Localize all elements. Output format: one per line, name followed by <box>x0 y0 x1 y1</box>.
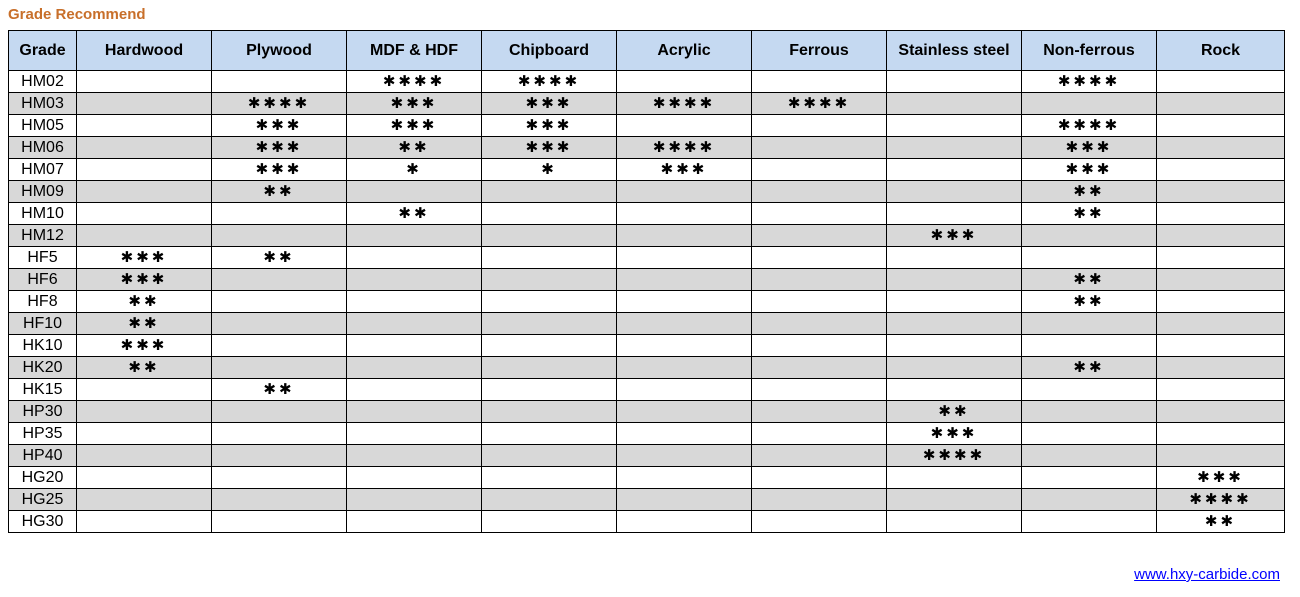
rating-cell-plywood <box>212 423 347 445</box>
rating-cell-non-ferrous: ✱✱✱✱ <box>1022 71 1157 93</box>
rating-cell-chipboard <box>482 269 617 291</box>
rating-cell-hardwood <box>77 467 212 489</box>
rating-cell-hardwood <box>77 93 212 115</box>
rating-cell-mdf-hdf: ✱✱✱ <box>347 115 482 137</box>
rating-cell-non-ferrous: ✱✱✱✱ <box>1022 115 1157 137</box>
grade-cell: HF10 <box>9 313 77 335</box>
rating-cell-stainless-steel <box>887 269 1022 291</box>
grade-cell: HG30 <box>9 511 77 533</box>
rating-cell-non-ferrous: ✱✱✱ <box>1022 137 1157 159</box>
grade-cell: HF8 <box>9 291 77 313</box>
rating-cell-non-ferrous <box>1022 379 1157 401</box>
page-title: Grade Recommend <box>8 6 146 23</box>
rating-cell-mdf-hdf <box>347 225 482 247</box>
rating-cell-stainless-steel <box>887 379 1022 401</box>
rating-cell-plywood: ✱✱ <box>212 379 347 401</box>
rating-cell-ferrous <box>752 401 887 423</box>
rating-cell-mdf-hdf <box>347 313 482 335</box>
rating-cell-non-ferrous: ✱✱ <box>1022 181 1157 203</box>
rating-cell-acrylic <box>617 357 752 379</box>
rating-cell-ferrous <box>752 71 887 93</box>
column-header-non-ferrous: Non-ferrous <box>1022 31 1157 71</box>
rating-cell-rock <box>1157 291 1285 313</box>
table-row <box>9 379 1285 401</box>
rating-cell-mdf-hdf: ✱✱ <box>347 203 482 225</box>
rating-cell-rock <box>1157 115 1285 137</box>
rating-cell-hardwood: ✱✱✱ <box>77 269 212 291</box>
rating-cell-non-ferrous <box>1022 225 1157 247</box>
rating-cell-stainless-steel <box>887 93 1022 115</box>
rating-cell-chipboard: ✱✱✱ <box>482 93 617 115</box>
rating-cell-chipboard <box>482 335 617 357</box>
rating-cell-rock: ✱✱✱ <box>1157 467 1285 489</box>
rating-cell-acrylic <box>617 313 752 335</box>
rating-cell-ferrous <box>752 489 887 511</box>
column-header-hardwood: Hardwood <box>77 31 212 71</box>
rating-cell-mdf-hdf <box>347 423 482 445</box>
table-row <box>9 467 1285 489</box>
column-header-rock: Rock <box>1157 31 1285 71</box>
rating-cell-ferrous <box>752 313 887 335</box>
rating-cell-acrylic <box>617 291 752 313</box>
rating-cell-non-ferrous: ✱✱ <box>1022 357 1157 379</box>
rating-cell-chipboard <box>482 445 617 467</box>
rating-cell-rock <box>1157 401 1285 423</box>
rating-cell-stainless-steel <box>887 511 1022 533</box>
rating-cell-plywood: ✱✱✱ <box>212 115 347 137</box>
rating-cell-non-ferrous <box>1022 423 1157 445</box>
table-row <box>9 181 1285 203</box>
rating-cell-ferrous <box>752 115 887 137</box>
rating-cell-ferrous <box>752 137 887 159</box>
rating-cell-ferrous <box>752 269 887 291</box>
rating-cell-stainless-steel <box>887 291 1022 313</box>
rating-cell-plywood <box>212 357 347 379</box>
table-row <box>9 489 1285 511</box>
rating-cell-plywood <box>212 225 347 247</box>
rating-cell-rock <box>1157 269 1285 291</box>
grade-cell: HM07 <box>9 159 77 181</box>
rating-cell-stainless-steel: ✱✱ <box>887 401 1022 423</box>
rating-cell-acrylic <box>617 335 752 357</box>
rating-cell-stainless-steel <box>887 357 1022 379</box>
rating-cell-rock <box>1157 203 1285 225</box>
rating-cell-acrylic <box>617 203 752 225</box>
rating-cell-stainless-steel <box>887 467 1022 489</box>
rating-cell-mdf-hdf: ✱✱✱ <box>347 93 482 115</box>
rating-cell-mdf-hdf <box>347 181 482 203</box>
rating-cell-rock <box>1157 71 1285 93</box>
rating-cell-stainless-steel <box>887 203 1022 225</box>
rating-cell-hardwood: ✱✱✱ <box>77 247 212 269</box>
rating-cell-plywood: ✱✱ <box>212 181 347 203</box>
rating-cell-acrylic <box>617 379 752 401</box>
rating-cell-plywood <box>212 489 347 511</box>
table-row <box>9 313 1285 335</box>
rating-cell-acrylic <box>617 225 752 247</box>
rating-cell-chipboard: ✱ <box>482 159 617 181</box>
rating-cell-ferrous <box>752 181 887 203</box>
rating-cell-ferrous <box>752 467 887 489</box>
rating-cell-chipboard <box>482 225 617 247</box>
rating-cell-non-ferrous <box>1022 313 1157 335</box>
grade-cell: HK10 <box>9 335 77 357</box>
rating-cell-stainless-steel <box>887 313 1022 335</box>
rating-cell-rock <box>1157 159 1285 181</box>
grade-cell: HF5 <box>9 247 77 269</box>
table-row <box>9 93 1285 115</box>
grade-cell: HM10 <box>9 203 77 225</box>
rating-cell-chipboard: ✱✱✱✱ <box>482 71 617 93</box>
rating-cell-mdf-hdf <box>347 445 482 467</box>
rating-cell-acrylic <box>617 269 752 291</box>
rating-cell-rock <box>1157 379 1285 401</box>
rating-cell-chipboard <box>482 489 617 511</box>
table-row <box>9 225 1285 247</box>
rating-cell-acrylic <box>617 181 752 203</box>
rating-cell-non-ferrous: ✱✱ <box>1022 203 1157 225</box>
grade-recommend-table <box>8 30 1285 533</box>
grade-cell: HP30 <box>9 401 77 423</box>
grade-cell: HM03 <box>9 93 77 115</box>
rating-cell-ferrous <box>752 225 887 247</box>
grade-cell: HK20 <box>9 357 77 379</box>
rating-cell-rock: ✱✱ <box>1157 511 1285 533</box>
table-row <box>9 445 1285 467</box>
grade-cell: HM02 <box>9 71 77 93</box>
column-header-plywood: Plywood <box>212 31 347 71</box>
rating-cell-stainless-steel <box>887 159 1022 181</box>
rating-cell-rock <box>1157 445 1285 467</box>
table-row <box>9 247 1285 269</box>
rating-cell-hardwood <box>77 137 212 159</box>
rating-cell-hardwood <box>77 71 212 93</box>
column-header-grade: Grade <box>9 31 77 71</box>
rating-cell-mdf-hdf <box>347 401 482 423</box>
grade-cell: HG20 <box>9 467 77 489</box>
rating-cell-hardwood: ✱✱✱ <box>77 335 212 357</box>
rating-cell-non-ferrous <box>1022 247 1157 269</box>
rating-cell-plywood <box>212 467 347 489</box>
table-row <box>9 401 1285 423</box>
rating-cell-hardwood <box>77 115 212 137</box>
rating-cell-ferrous <box>752 445 887 467</box>
rating-cell-non-ferrous: ✱✱✱ <box>1022 159 1157 181</box>
rating-cell-mdf-hdf <box>347 467 482 489</box>
rating-cell-mdf-hdf <box>347 379 482 401</box>
rating-cell-chipboard <box>482 291 617 313</box>
grade-cell: HM06 <box>9 137 77 159</box>
rating-cell-ferrous <box>752 357 887 379</box>
rating-cell-acrylic <box>617 115 752 137</box>
rating-cell-rock <box>1157 225 1285 247</box>
table-row <box>9 511 1285 533</box>
grade-cell: HM12 <box>9 225 77 247</box>
rating-cell-chipboard <box>482 247 617 269</box>
rating-cell-hardwood <box>77 225 212 247</box>
rating-cell-non-ferrous <box>1022 467 1157 489</box>
table-row <box>9 159 1285 181</box>
rating-cell-stainless-steel <box>887 335 1022 357</box>
rating-cell-hardwood <box>77 379 212 401</box>
rating-cell-plywood <box>212 401 347 423</box>
rating-cell-non-ferrous <box>1022 489 1157 511</box>
rating-cell-non-ferrous <box>1022 335 1157 357</box>
rating-cell-hardwood: ✱✱ <box>77 313 212 335</box>
rating-cell-plywood <box>212 313 347 335</box>
rating-cell-plywood <box>212 445 347 467</box>
rating-cell-rock <box>1157 181 1285 203</box>
rating-cell-mdf-hdf <box>347 357 482 379</box>
table-row <box>9 71 1285 93</box>
table-row <box>9 203 1285 225</box>
column-header-acrylic: Acrylic <box>617 31 752 71</box>
rating-cell-chipboard <box>482 181 617 203</box>
rating-cell-stainless-steel <box>887 137 1022 159</box>
rating-cell-acrylic <box>617 401 752 423</box>
rating-cell-ferrous <box>752 335 887 357</box>
rating-cell-mdf-hdf <box>347 247 482 269</box>
rating-cell-non-ferrous: ✱✱ <box>1022 291 1157 313</box>
rating-cell-mdf-hdf <box>347 291 482 313</box>
rating-cell-acrylic <box>617 489 752 511</box>
rating-cell-plywood <box>212 203 347 225</box>
rating-cell-plywood <box>212 71 347 93</box>
rating-cell-plywood <box>212 291 347 313</box>
rating-cell-hardwood <box>77 203 212 225</box>
rating-cell-ferrous: ✱✱✱✱ <box>752 93 887 115</box>
website-link[interactable]: www.hxy-carbide.com <box>1134 566 1280 583</box>
table-row <box>9 115 1285 137</box>
table-row <box>9 269 1285 291</box>
rating-cell-plywood <box>212 269 347 291</box>
column-header-mdf-hdf: MDF & HDF <box>347 31 482 71</box>
rating-cell-mdf-hdf <box>347 269 482 291</box>
rating-cell-hardwood <box>77 423 212 445</box>
rating-cell-acrylic <box>617 445 752 467</box>
table-row <box>9 137 1285 159</box>
rating-cell-ferrous <box>752 423 887 445</box>
rating-cell-hardwood <box>77 511 212 533</box>
table-row <box>9 291 1285 313</box>
rating-cell-plywood <box>212 511 347 533</box>
grade-cell: HF6 <box>9 269 77 291</box>
rating-cell-ferrous <box>752 247 887 269</box>
rating-cell-hardwood <box>77 401 212 423</box>
table-header-row <box>9 31 1285 71</box>
column-header-chipboard: Chipboard <box>482 31 617 71</box>
grade-cell: HM05 <box>9 115 77 137</box>
rating-cell-ferrous <box>752 203 887 225</box>
rating-cell-acrylic: ✱✱✱✱ <box>617 93 752 115</box>
rating-cell-hardwood <box>77 489 212 511</box>
rating-cell-hardwood: ✱✱ <box>77 291 212 313</box>
rating-cell-acrylic <box>617 467 752 489</box>
rating-cell-ferrous <box>752 379 887 401</box>
rating-cell-chipboard: ✱✱✱ <box>482 115 617 137</box>
grade-cell: HP40 <box>9 445 77 467</box>
rating-cell-chipboard: ✱✱✱ <box>482 137 617 159</box>
rating-cell-hardwood: ✱✱ <box>77 357 212 379</box>
rating-cell-acrylic: ✱✱✱✱ <box>617 137 752 159</box>
grade-cell: HG25 <box>9 489 77 511</box>
rating-cell-non-ferrous <box>1022 511 1157 533</box>
rating-cell-chipboard <box>482 203 617 225</box>
rating-cell-hardwood <box>77 159 212 181</box>
rating-cell-plywood: ✱✱✱ <box>212 159 347 181</box>
rating-cell-plywood <box>212 335 347 357</box>
rating-cell-rock <box>1157 357 1285 379</box>
rating-cell-mdf-hdf <box>347 511 482 533</box>
rating-cell-acrylic <box>617 511 752 533</box>
rating-cell-acrylic <box>617 247 752 269</box>
rating-cell-rock <box>1157 137 1285 159</box>
rating-cell-non-ferrous <box>1022 445 1157 467</box>
rating-cell-plywood: ✱✱ <box>212 247 347 269</box>
rating-cell-plywood: ✱✱✱✱ <box>212 93 347 115</box>
rating-cell-chipboard <box>482 379 617 401</box>
rating-cell-hardwood <box>77 181 212 203</box>
table-row <box>9 335 1285 357</box>
table-body <box>9 71 1285 533</box>
rating-cell-rock <box>1157 423 1285 445</box>
rating-cell-chipboard <box>482 401 617 423</box>
rating-cell-ferrous <box>752 159 887 181</box>
rating-cell-rock: ✱✱✱✱ <box>1157 489 1285 511</box>
rating-cell-acrylic <box>617 423 752 445</box>
rating-cell-chipboard <box>482 511 617 533</box>
rating-cell-non-ferrous <box>1022 401 1157 423</box>
rating-cell-rock <box>1157 247 1285 269</box>
rating-cell-stainless-steel: ✱✱✱ <box>887 423 1022 445</box>
rating-cell-hardwood <box>77 445 212 467</box>
rating-cell-stainless-steel <box>887 247 1022 269</box>
rating-cell-stainless-steel <box>887 489 1022 511</box>
rating-cell-rock <box>1157 93 1285 115</box>
grade-cell: HM09 <box>9 181 77 203</box>
rating-cell-acrylic <box>617 71 752 93</box>
rating-cell-non-ferrous <box>1022 93 1157 115</box>
rating-cell-chipboard <box>482 313 617 335</box>
rating-cell-stainless-steel: ✱✱✱✱ <box>887 445 1022 467</box>
rating-cell-stainless-steel <box>887 181 1022 203</box>
column-header-ferrous: Ferrous <box>752 31 887 71</box>
rating-cell-rock <box>1157 335 1285 357</box>
rating-cell-mdf-hdf <box>347 489 482 511</box>
rating-cell-mdf-hdf: ✱ <box>347 159 482 181</box>
rating-cell-non-ferrous: ✱✱ <box>1022 269 1157 291</box>
rating-cell-stainless-steel: ✱✱✱ <box>887 225 1022 247</box>
rating-cell-chipboard <box>482 467 617 489</box>
rating-cell-mdf-hdf: ✱✱✱✱ <box>347 71 482 93</box>
grade-cell: HP35 <box>9 423 77 445</box>
table-row <box>9 357 1285 379</box>
rating-cell-stainless-steel <box>887 71 1022 93</box>
rating-cell-ferrous <box>752 511 887 533</box>
grade-cell: HK15 <box>9 379 77 401</box>
rating-cell-chipboard <box>482 357 617 379</box>
table-row <box>9 423 1285 445</box>
rating-cell-mdf-hdf <box>347 335 482 357</box>
column-header-stainless-steel: Stainless steel <box>887 31 1022 71</box>
rating-cell-mdf-hdf: ✱✱ <box>347 137 482 159</box>
rating-cell-chipboard <box>482 423 617 445</box>
rating-cell-ferrous <box>752 291 887 313</box>
rating-cell-acrylic: ✱✱✱ <box>617 159 752 181</box>
rating-cell-plywood: ✱✱✱ <box>212 137 347 159</box>
rating-cell-rock <box>1157 313 1285 335</box>
rating-cell-stainless-steel <box>887 115 1022 137</box>
